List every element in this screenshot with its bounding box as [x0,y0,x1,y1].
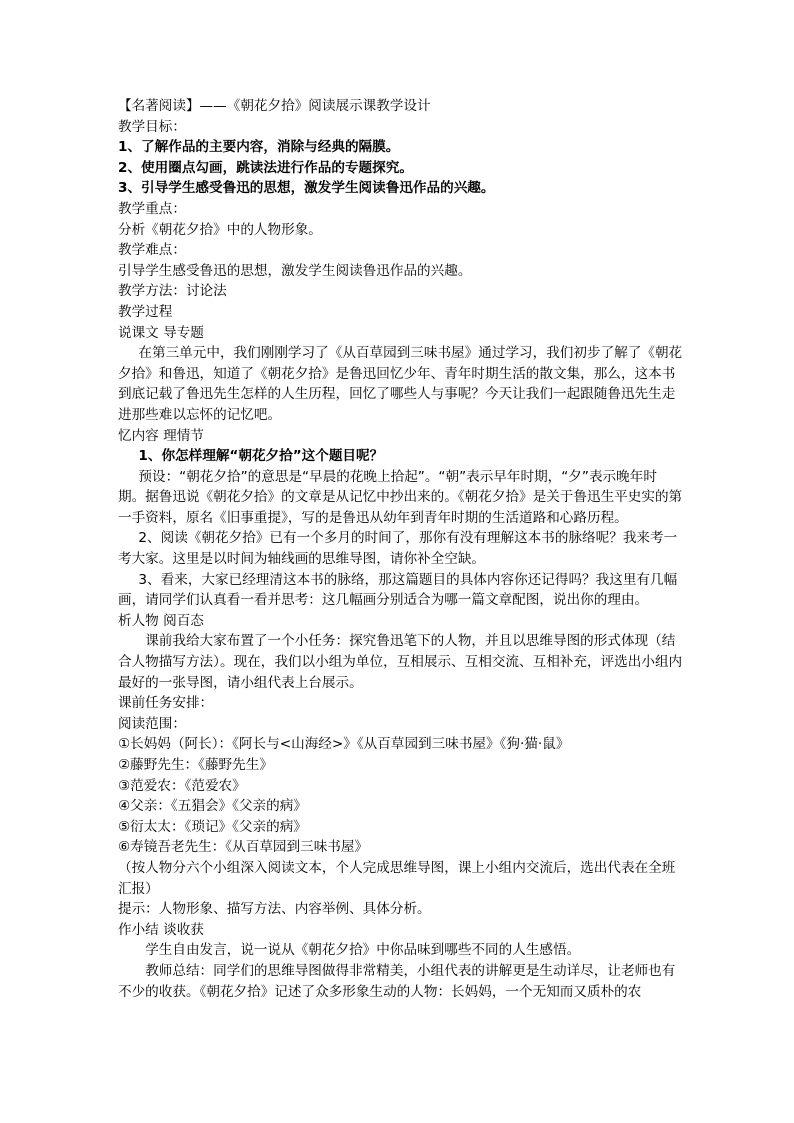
task-heading: 课前任务安排： [118,695,214,712]
range-item: ①长妈妈（阿长）：《阿长与<山海经>》《从百草园到三味书屋》《狗·猫·鼠》 [118,736,570,753]
process-heading: 教学过程 [118,303,173,320]
goal-item: 2、使用圈点勾画，跳读法进行作品的专题探究。 [118,159,413,176]
goal-item: 3、引导学生感受鲁迅的思想，激发学生阅读鲁迅作品的兴趣。 [118,180,495,197]
question: 3、看来，大家已经理清这本书的脉络，那这篇题目的具体内容你还记得吗？我这里有几幅画，请同学们认真看一看并思考：这几幅画分别适合为哪一篇文章配图，说出你的理由。 [118,571,678,609]
difficulty-text: 引导学生感受鲁迅的思想，激发学生阅读鲁迅作品的兴趣。 [118,262,472,279]
paragraph: 课前我给大家布置了一个小任务：探究鲁迅笔下的人物，并且以思维导图的形式体现（结合人物描写方法）。现在，我们以小组为单位，互相展示、互相交流、互相补充，评选出小组内最好的一张导图，请小组代表上台展示。 [118,633,683,691]
document-page [118,96,684,1002]
question: 2、阅读《朝花夕拾》已有一个多月的时间了，那你有没有理解这本书的脉络呢？我来考一考大家。这里是以时间为轴线画的思维导图，请你补全空缺。 [118,530,678,568]
paragraph: 教师总结：同学们的思维导图做得非常精美，小组代表的讲解更是生动详尽，让老师也有不少的收获。《朝花夕拾》记述了众多形象生动的人物：长妈妈，一个无知而又质朴的农 [118,962,676,1000]
method-line: 教学方法：讨论法 [118,283,227,300]
difficulty-heading: 教学难点： [118,242,186,259]
focus-text: 分析《朝花夕拾》中的人物形象。 [118,221,322,238]
document-title: 【名著阅读】——《朝花夕拾》阅读展示课教学设计 [118,98,431,114]
focus-heading: 教学重点： [118,200,186,217]
range-item: ③范爱农：《范爱农》 [118,777,246,794]
range-heading: 阅读范围： [118,715,186,732]
paragraph: 在第三单元中，我们刚刚学习了《从百草园到三味书屋》通过学习，我们初步了解了《朝花夕拾》和鲁迅，知道了《朝花夕拾》是鲁迅回忆少年、青年时期生活的散文集，那么，这本书到底记载了鲁迅先生怎样的人生历程，回忆了哪些人与事呢？今天让我们一起跟随鲁迅先生走进那些难以忘怀的记忆吧。 [118,345,683,423]
question: 1、你怎样理解“朝花夕拾”这个题目呢？ [138,448,384,465]
range-item: ②藤野先生：《藤野先生》 [118,757,273,773]
hint: 提示：人物形象、描写方法、内容举例、具体分析。 [118,901,431,918]
goals-heading: 教学目标： [118,118,186,135]
note: （按人物分六个小组深入阅读文本，个人完成思维导图，课上小组内交流后，选出代表在全班汇报） [118,859,676,897]
section-heading: 作小结 谈收获 [118,921,204,938]
range-item: ⑤衍太太：《琐记》《父亲的病》 [118,818,307,835]
section-heading: 忆内容 理情节 [118,427,204,444]
section-heading: 析人物 阅百态 [118,612,204,629]
section-heading: 说课文 导专题 [118,324,204,341]
paragraph: 预设：“朝花夕拾”的意思是“早晨的花晚上拾起”。“朝”表示早年时期，“夕”表示晚年时期。据鲁迅说《朝花夕拾》的文章是从记忆中抄出来的。《朝花夕拾》是关于鲁迅生平史实的第一手资料，原名《旧事重提》，写的是鲁迅从幼年到青年时期的生活道路和心路历程。 [118,468,683,526]
range-item: ⑥寿镜吾老先生：《从百草园到三味书屋》 [118,839,369,856]
goal-item: 1、了解作品的主要内容，消除与经典的隔膜。 [118,139,400,156]
range-item: ④父亲：《五猖会》《父亲的病》 [118,798,307,815]
paragraph: 学生自由发言，说一说从《朝花夕拾》中你品味到哪些不同的人生感悟。 [145,942,581,959]
